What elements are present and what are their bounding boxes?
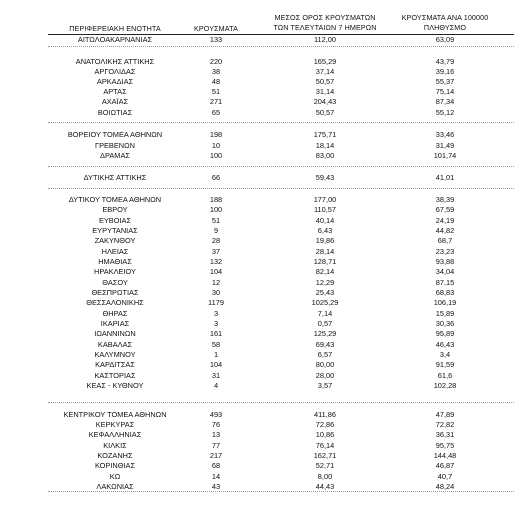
average-cell: 162,71 xyxy=(313,451,337,460)
header-cases: ΚΡΟΥΣΜΑΤΑ xyxy=(194,24,238,33)
cases-cell: 10 xyxy=(211,141,221,150)
table-row xyxy=(0,451,514,460)
row-separator xyxy=(48,402,514,403)
cases-cell: 30 xyxy=(211,288,221,297)
average-cell: 6,57 xyxy=(317,350,333,359)
cases-cell: 13 xyxy=(211,430,221,439)
row-separator xyxy=(48,166,514,167)
cases-cell: 271 xyxy=(209,97,223,106)
cases-cell: 77 xyxy=(211,441,221,450)
row-separator xyxy=(48,46,514,47)
per100k-cell: 55,12 xyxy=(435,108,455,117)
region-cell: ΕΒΡΟΥ xyxy=(102,205,128,214)
row-separator xyxy=(48,491,514,492)
average-cell: 37,14 xyxy=(315,67,335,76)
per100k-cell: 106,19 xyxy=(433,298,457,307)
cases-cell: 51 xyxy=(211,216,221,225)
region-cell: ΘΕΣΠΡΩΤΙΑΣ xyxy=(91,288,139,297)
table-row xyxy=(0,77,514,86)
region-cell: ΕΥΡΥΤΑΝΙΑΣ xyxy=(92,226,138,235)
region-cell: ΑΧΑΪΑΣ xyxy=(101,97,129,106)
region-cell: ΚΑΛΥΜΝΟΥ xyxy=(94,350,136,359)
average-cell: 52,71 xyxy=(315,461,335,470)
average-cell: 28,00 xyxy=(315,371,335,380)
cases-cell: 1179 xyxy=(208,298,224,307)
region-cell: ΚΩ xyxy=(109,472,121,481)
cases-cell: 100 xyxy=(209,205,223,214)
average-cell: 6,43 xyxy=(317,226,333,235)
table-row xyxy=(0,236,514,245)
region-cell: ΗΜΑΘΙΑΣ xyxy=(98,257,132,266)
region-cell: ΕΥΒΟΙΑΣ xyxy=(98,216,132,225)
region-cell: ΔΡΑΜΑΣ xyxy=(100,151,130,160)
region-cell: ΚΟΖΑΝΗΣ xyxy=(97,451,133,460)
cases-cell: 38 xyxy=(211,67,221,76)
average-cell: 18,14 xyxy=(315,141,335,150)
header-per100k-line1: ΚΡΟΥΣΜΑΤΑ ΑΝΑ 100000 xyxy=(401,13,489,22)
per100k-cell: 41,01 xyxy=(435,173,455,182)
table-row xyxy=(0,216,514,225)
table-row xyxy=(0,173,514,182)
cases-cell: 51 xyxy=(211,87,221,96)
per100k-cell: 75,14 xyxy=(435,87,455,96)
cases-cell: 66 xyxy=(211,173,221,182)
average-cell: 165,29 xyxy=(313,57,337,66)
per100k-cell: 33,46 xyxy=(435,130,455,139)
average-cell: 112,00 xyxy=(313,35,337,44)
cases-cell: 68 xyxy=(211,461,221,470)
cases-cell: 3 xyxy=(213,319,219,328)
per100k-cell: 87,15 xyxy=(435,278,455,287)
region-cell: ΑΡΚΑΔΙΑΣ xyxy=(96,77,134,86)
region-cell: ΓΡΕΒΕΝΩΝ xyxy=(95,141,135,150)
average-cell: 8,00 xyxy=(317,472,333,481)
cases-cell: 37 xyxy=(211,247,221,256)
table-row xyxy=(0,441,514,450)
cases-cell: 12 xyxy=(211,278,221,287)
per100k-cell: 68,83 xyxy=(435,288,455,297)
cases-cell: 58 xyxy=(211,340,221,349)
region-cell: ΚΕΝΤΡΙΚΟΥ ΤΟΜΕΑ ΑΘΗΝΩΝ xyxy=(63,410,167,419)
average-cell: 204,43 xyxy=(313,97,337,106)
cases-cell: 493 xyxy=(209,410,223,419)
average-cell: 25,43 xyxy=(315,288,335,297)
cases-cell: 48 xyxy=(211,77,221,86)
cases-cell: 133 xyxy=(209,35,223,44)
cases-cell: 104 xyxy=(209,267,223,276)
table-row xyxy=(0,257,514,266)
per100k-cell: 44,82 xyxy=(435,226,455,235)
average-cell: 411,86 xyxy=(313,410,337,419)
cases-cell: 132 xyxy=(209,257,223,266)
cases-cell: 161 xyxy=(209,329,223,338)
cases-cell: 217 xyxy=(209,451,223,460)
region-cell: ΚΑΣΤΟΡΙΑΣ xyxy=(94,371,136,380)
table-row xyxy=(0,130,514,139)
region-cell: ΚΑΒΑΛΑΣ xyxy=(97,340,133,349)
per100k-cell: 31,49 xyxy=(435,141,455,150)
table-row xyxy=(0,309,514,318)
per100k-cell: 34,04 xyxy=(435,267,455,276)
average-cell: 1025,29 xyxy=(311,298,339,307)
table-row xyxy=(0,410,514,419)
per100k-cell: 87,34 xyxy=(435,97,455,106)
table-row xyxy=(0,472,514,481)
average-cell: 125,29 xyxy=(313,329,337,338)
header-average-line2: ΤΩΝ ΤΕΛΕΥΤΑΙΩΝ 7 ΗΜΕΡΩΝ xyxy=(273,23,377,32)
region-cell: ΚΕΦΑΛΛΗΝΙΑΣ xyxy=(88,430,142,439)
table-row xyxy=(0,350,514,359)
table-row xyxy=(0,141,514,150)
per100k-cell: 3,4 xyxy=(439,350,451,359)
per100k-cell: 36,31 xyxy=(435,430,455,439)
region-cell: ΚΕΑΣ - ΚΥΘΝΟΥ xyxy=(86,381,144,390)
region-cell: ΗΛΕΙΑΣ xyxy=(101,247,129,256)
cases-cell: 14 xyxy=(211,472,221,481)
table-row xyxy=(0,461,514,470)
average-cell: 7,14 xyxy=(317,309,333,318)
per100k-cell: 95,89 xyxy=(435,329,455,338)
region-cell: ΒΟΡΕΙΟΥ ΤΟΜΕΑ ΑΘΗΝΩΝ xyxy=(67,130,163,139)
cases-cell: 9 xyxy=(213,226,219,235)
average-cell: 28,14 xyxy=(315,247,335,256)
per100k-cell: 43,79 xyxy=(435,57,455,66)
per100k-cell: 61,6 xyxy=(437,371,453,380)
cases-cell: 100 xyxy=(209,151,223,160)
table-row xyxy=(0,371,514,380)
table-row xyxy=(0,288,514,297)
average-cell: 19,86 xyxy=(315,236,335,245)
region-cell: ΛΑΚΩΝΙΑΣ xyxy=(96,482,134,491)
average-cell: 76,14 xyxy=(315,441,335,450)
per100k-cell: 23,23 xyxy=(435,247,455,256)
region-cell: ΑΝΑΤΟΛΙΚΗΣ ΑΤΤΙΚΗΣ xyxy=(75,57,155,66)
table-row xyxy=(0,360,514,369)
region-cell: ΙΚΑΡΙΑΣ xyxy=(100,319,130,328)
per100k-cell: 38,39 xyxy=(435,195,455,204)
table-row xyxy=(0,267,514,276)
per100k-cell: 15,89 xyxy=(435,309,455,318)
average-cell: 80,00 xyxy=(315,360,335,369)
per100k-cell: 48,24 xyxy=(435,482,455,491)
region-cell: ΚΑΡΔΙΤΣΑΣ xyxy=(95,360,135,369)
per100k-cell: 46,87 xyxy=(435,461,455,470)
average-cell: 50,57 xyxy=(315,108,335,117)
table-row xyxy=(0,381,514,390)
average-cell: 110,57 xyxy=(313,205,337,214)
per100k-cell: 63,09 xyxy=(435,35,455,44)
region-cell: ΑΡΤΑΣ xyxy=(103,87,127,96)
table-row xyxy=(0,298,514,307)
region-cell: ΚΟΡΙΝΘΙΑΣ xyxy=(94,461,136,470)
table-row xyxy=(0,278,514,287)
table-row xyxy=(0,420,514,429)
per100k-cell: 144,48 xyxy=(433,451,457,460)
average-cell: 69,43 xyxy=(315,340,335,349)
region-cell: ΔΥΤΙΚΗΣ ΑΤΤΙΚΗΣ xyxy=(83,173,147,182)
average-cell: 82,14 xyxy=(315,267,335,276)
per100k-cell: 102,28 xyxy=(433,381,457,390)
region-cell: ΚΕΡΚΥΡΑΣ xyxy=(95,420,135,429)
average-cell: 50,57 xyxy=(315,77,335,86)
per100k-cell: 39,16 xyxy=(435,67,455,76)
region-cell: ΗΡΑΚΛΕΙΟΥ xyxy=(94,267,136,276)
region-cell: ΑΙΤΩΛΟΑΚΑΡΝΑΝΙΑΣ xyxy=(77,35,153,44)
table-row xyxy=(0,35,514,44)
region-cell: ΘΑΣΟΥ xyxy=(102,278,128,287)
average-cell: 10,86 xyxy=(315,430,335,439)
per100k-cell: 101,74 xyxy=(433,151,457,160)
cases-cell: 28 xyxy=(211,236,221,245)
table-row xyxy=(0,108,514,117)
average-cell: 72,86 xyxy=(315,420,335,429)
table-row xyxy=(0,87,514,96)
cases-cell: 104 xyxy=(209,360,223,369)
average-cell: 40,14 xyxy=(315,216,335,225)
row-separator xyxy=(48,122,514,123)
region-cell: ΒΟΙΩΤΙΑΣ xyxy=(97,108,133,117)
region-cell: ΑΡΓΟΛΙΔΑΣ xyxy=(94,67,136,76)
per100k-cell: 55,37 xyxy=(435,77,455,86)
per100k-cell: 67,59 xyxy=(435,205,455,214)
region-cell: ΚΙΛΚΙΣ xyxy=(103,441,127,450)
per100k-cell: 24,19 xyxy=(435,216,455,225)
region-cell: ΖΑΚΥΝΘΟΥ xyxy=(94,236,136,245)
per100k-cell: 46,43 xyxy=(435,340,455,349)
average-cell: 44,43 xyxy=(315,482,335,491)
cases-cell: 188 xyxy=(209,195,223,204)
average-cell: 31,14 xyxy=(315,87,335,96)
cases-cell: 4 xyxy=(213,381,219,390)
table-row xyxy=(0,226,514,235)
table-row xyxy=(0,205,514,214)
per100k-cell: 47,89 xyxy=(435,410,455,419)
cases-cell: 31 xyxy=(211,371,221,380)
table-row xyxy=(0,247,514,256)
cases-cell: 76 xyxy=(211,420,221,429)
average-cell: 0,57 xyxy=(317,319,333,328)
table-row xyxy=(0,319,514,328)
table-row xyxy=(0,329,514,338)
average-cell: 3,57 xyxy=(317,381,333,390)
average-cell: 83,00 xyxy=(315,151,335,160)
per100k-cell: 93,88 xyxy=(435,257,455,266)
per100k-cell: 30,36 xyxy=(435,319,455,328)
average-cell: 59,43 xyxy=(315,173,335,182)
per100k-cell: 68,7 xyxy=(437,236,453,245)
header-region: ΠΕΡΙΦΕΡΕΙΑΚΗ ΕΝΟΤΗΤΑ xyxy=(69,24,161,33)
table-row xyxy=(0,151,514,160)
table-row xyxy=(0,97,514,106)
average-cell: 175,71 xyxy=(313,130,337,139)
per100k-cell: 95,75 xyxy=(435,441,455,450)
average-cell: 177,00 xyxy=(313,195,337,204)
region-cell: ΔΥΤΙΚΟΥ ΤΟΜΕΑ ΑΘΗΝΩΝ xyxy=(68,195,162,204)
per100k-cell: 72,82 xyxy=(435,420,455,429)
per100k-cell: 91,59 xyxy=(435,360,455,369)
cases-cell: 198 xyxy=(209,130,223,139)
average-cell: 128,71 xyxy=(313,257,337,266)
table-row xyxy=(0,430,514,439)
average-cell: 12,29 xyxy=(315,278,335,287)
table-row xyxy=(0,67,514,76)
cases-cell: 1 xyxy=(213,350,219,359)
table-row xyxy=(0,340,514,349)
table-row xyxy=(0,57,514,66)
cases-cell: 65 xyxy=(211,108,221,117)
region-cell: ΙΩΑΝΝΙΝΩΝ xyxy=(94,329,136,338)
cases-cell: 43 xyxy=(211,482,221,491)
header-average-line1: ΜΕΣΟΣ ΟΡΟΣ ΚΡΟΥΣΜΑΤΩΝ xyxy=(274,13,376,22)
per100k-cell: 40,7 xyxy=(437,472,453,481)
table-row xyxy=(0,482,514,491)
row-separator xyxy=(48,188,514,189)
table-row xyxy=(0,195,514,204)
cases-cell: 3 xyxy=(213,309,219,318)
region-cell: ΘΗΡΑΣ xyxy=(102,309,128,318)
header-per100k-line2: ΠΛΗΘΥΣΜΟ xyxy=(423,23,467,32)
cases-cell: 220 xyxy=(209,57,223,66)
region-cell: ΘΕΣΣΑΛΟΝΙΚΗΣ xyxy=(86,298,144,307)
